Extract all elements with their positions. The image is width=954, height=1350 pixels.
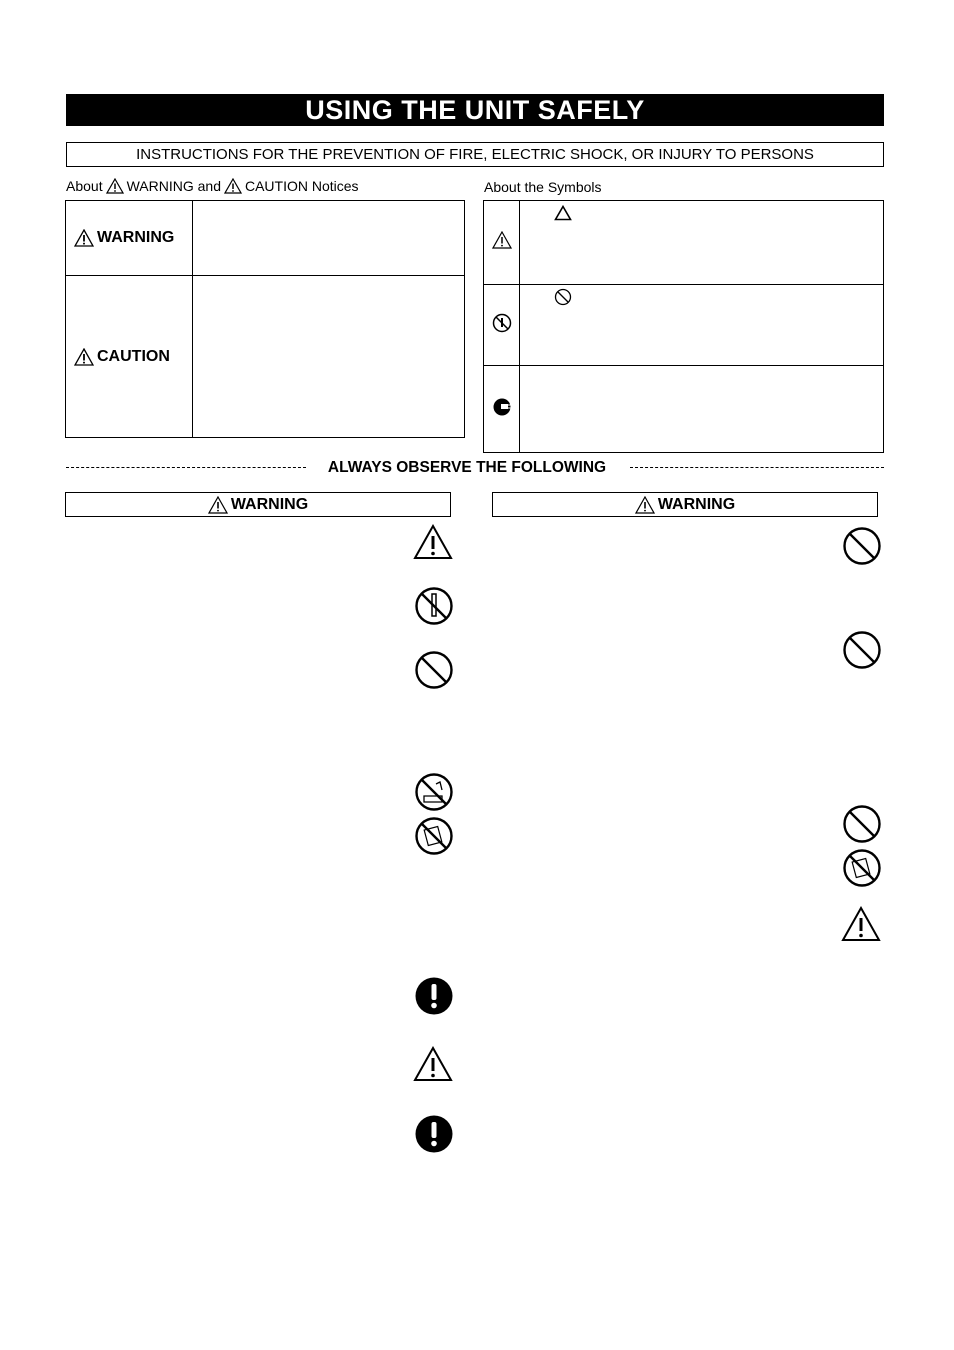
no-disassemble-icon bbox=[492, 313, 512, 333]
warning-notice-label-cell bbox=[66, 201, 193, 276]
left-warning-header bbox=[65, 492, 451, 517]
prohibited-icon bbox=[842, 630, 882, 670]
caption-caution: CAUTION Notices bbox=[244, 178, 359, 194]
right-warning-label: WARNING bbox=[657, 495, 736, 513]
triangle-symbol-icon bbox=[554, 205, 572, 221]
prohibited-icon bbox=[414, 650, 454, 690]
warning-notice-text-cell bbox=[193, 201, 465, 276]
caption-warning: WARNING and bbox=[126, 178, 221, 194]
dashed-divider-left bbox=[66, 467, 306, 468]
warning-triangle-icon bbox=[413, 1046, 453, 1082]
right-warning-header bbox=[492, 492, 878, 517]
notices-table bbox=[65, 200, 465, 438]
warning-triangle-icon bbox=[208, 496, 228, 514]
no-children-icon bbox=[414, 816, 454, 856]
mandatory-action-icon bbox=[414, 976, 454, 1016]
caution-notice-text-cell bbox=[193, 276, 465, 438]
symbol-cell-mandatory bbox=[484, 366, 520, 453]
symbol-cell-prohibited bbox=[484, 285, 520, 366]
symbol-cell-warning bbox=[484, 201, 520, 285]
dashed-divider-right bbox=[630, 467, 884, 468]
mandatory-action-icon bbox=[414, 1114, 454, 1154]
prohibited-icon bbox=[842, 526, 882, 566]
no-children-icon bbox=[842, 848, 882, 888]
prohibited-symbol-icon bbox=[554, 288, 572, 306]
warning-triangle-icon bbox=[635, 496, 655, 514]
no-disassemble-icon bbox=[414, 586, 454, 626]
symbols-caption: About the Symbols bbox=[484, 179, 602, 195]
warning-triangle-icon bbox=[841, 906, 881, 942]
symbols-table bbox=[483, 200, 884, 453]
always-observe-heading: ALWAYS OBSERVE THE FOLLOWING bbox=[327, 459, 607, 476]
page-title: USING THE UNIT SAFELY bbox=[66, 94, 884, 126]
notices-caption bbox=[66, 178, 359, 194]
caution-label: CAUTION bbox=[97, 347, 170, 365]
caution-notice-label-cell bbox=[66, 276, 193, 438]
instructions-subtitle: INSTRUCTIONS FOR THE PREVENTION OF FIRE, ELECTRIC SHOCK, OR INJURY TO PERSONS bbox=[66, 142, 884, 167]
warning-triangle-icon bbox=[106, 178, 124, 194]
symbol-desc-mandatory bbox=[520, 366, 884, 453]
warning-triangle-icon bbox=[492, 231, 512, 249]
unplug-icon bbox=[492, 397, 512, 417]
caption-about: About bbox=[66, 178, 103, 194]
no-water-icon bbox=[414, 772, 454, 812]
prohibited-icon bbox=[842, 804, 882, 844]
warning-label: WARNING bbox=[97, 229, 175, 246]
caution-triangle-icon bbox=[74, 348, 94, 366]
symbol-desc-warning bbox=[520, 201, 884, 285]
warning-triangle-icon bbox=[74, 229, 94, 247]
warning-triangle-icon bbox=[413, 524, 453, 560]
left-warning-label: WARNING bbox=[230, 495, 309, 513]
symbol-desc-prohibited bbox=[520, 285, 884, 366]
caution-triangle-icon bbox=[224, 178, 242, 194]
